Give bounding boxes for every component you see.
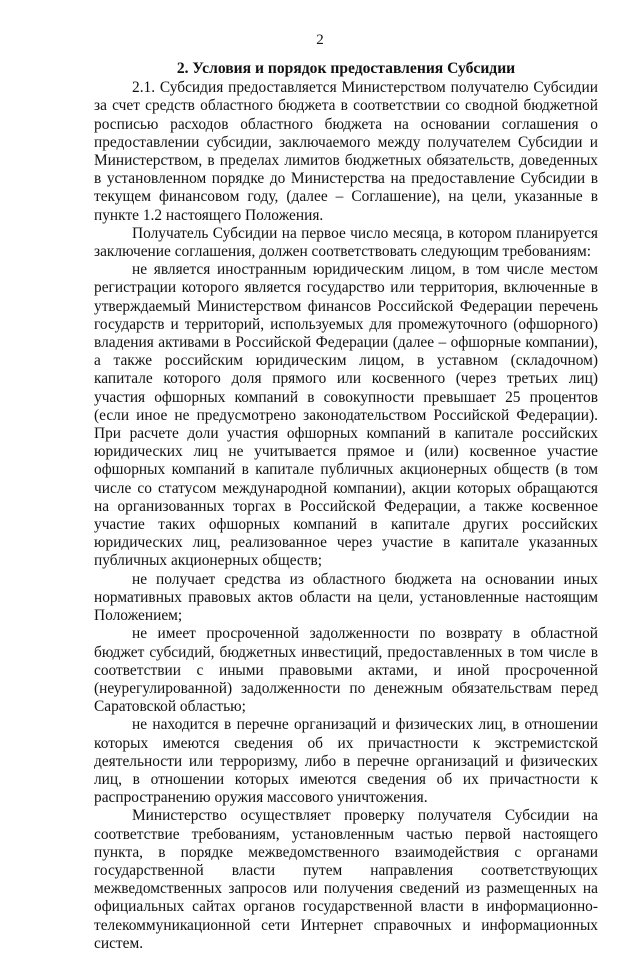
paragraph-offshore-requirement: не является иностранным юридическим лицом, в том числе местом регистрации которого является государство или территория, включенные в утверждаемый Министерством финансов Российской Федерации перечень государств и территорий, используемых для промежуточного (офшорного) владения активами в Российской Федерации (далее – офшорные компании), а также российским юридическим лицом, в уставном (складочном) капитале которого доля прямого или косвенного (через третьих лиц) участия офшорных компаний в совокупности превышает 25 процентов (если иное не предусмотрено законодательством Российской Федерации). При расчете доли участия офшорных компаний в капитале российских юридических лиц не учитывается прямое и (или) косвенное участие офшорных компаний в капитале публичных акционерных обществ (в том числе со статусом международной компании), акции которых обращаются на организованных торгах в Российской Федерации, а также косвенное участие таких офшорных компаний в капитале других российских юридических лиц, реализованное через участие в капитале указанных публичных акционерных обществ; [94, 261, 598, 570]
paragraph-2-1: 2.1. Субсидия предоставляется Министерством получателю Субсидии за счет средств областного бюджета в соответствии со сводной бюджетной росписью расходов областного бюджета на основании соглашения о предоставлении субсидии, заключаемого между получателем Субсидии и Министерством, в пределах лимитов бюджетных обязательств, доведенных в установленном порядке до Министерства на предоставление Субсидии в текущем финансовом году, (далее – Соглашение), на цели, указанные в пункте 1.2 настоящего Положения. [94, 79, 598, 224]
paragraph-requirements-intro: Получатель Субсидии на первое число месяца, в котором планируется заключение соглашения, должен соответствовать следующим требованиям: [94, 224, 598, 261]
paragraph-ministry-check: Министерство осуществляет проверку получателя Субсидии на соответствие требованиям, установленным частью первой настоящего пункта, в порядке межведомственного взаимодействия с органами государственной власти путем направления соответствующих межведомственных запросов или получения сведений из размещенных на официальных сайтах органов государственной власти в информационно-телекоммуникационной сети Интернет справочных и информационных систем. [94, 807, 598, 952]
page-number: 2 [316, 32, 324, 48]
section-title: 2. Условия и порядок предоставления Субсидии [176, 60, 516, 77]
document-body [94, 60, 598, 953]
paragraph-extremism-requirement: не находится в перечне организаций и физических лиц, в отношении которых имеются сведения об их причастности к экстремистской деятельности или терроризму, либо в перечне организаций и физических лиц, в отношении которых имеются сведения об их причастности к распространению оружия массового уничтожения. [94, 716, 598, 807]
paragraph-other-funds-requirement: не получает средства из областного бюджета на основании иных нормативных правовых актов области на цели, установленные настоящим Положением; [94, 570, 598, 625]
paragraph-debt-requirement: не имеет просроченной задолженности по возврату в областной бюджет субсидий, бюджетных инвестиций, предоставленных в том числе в соответствии с иными правовыми актами, и иной просроченной (неурегулированной) задолженности по денежным обязательствам перед Саратовской областью; [94, 625, 598, 716]
